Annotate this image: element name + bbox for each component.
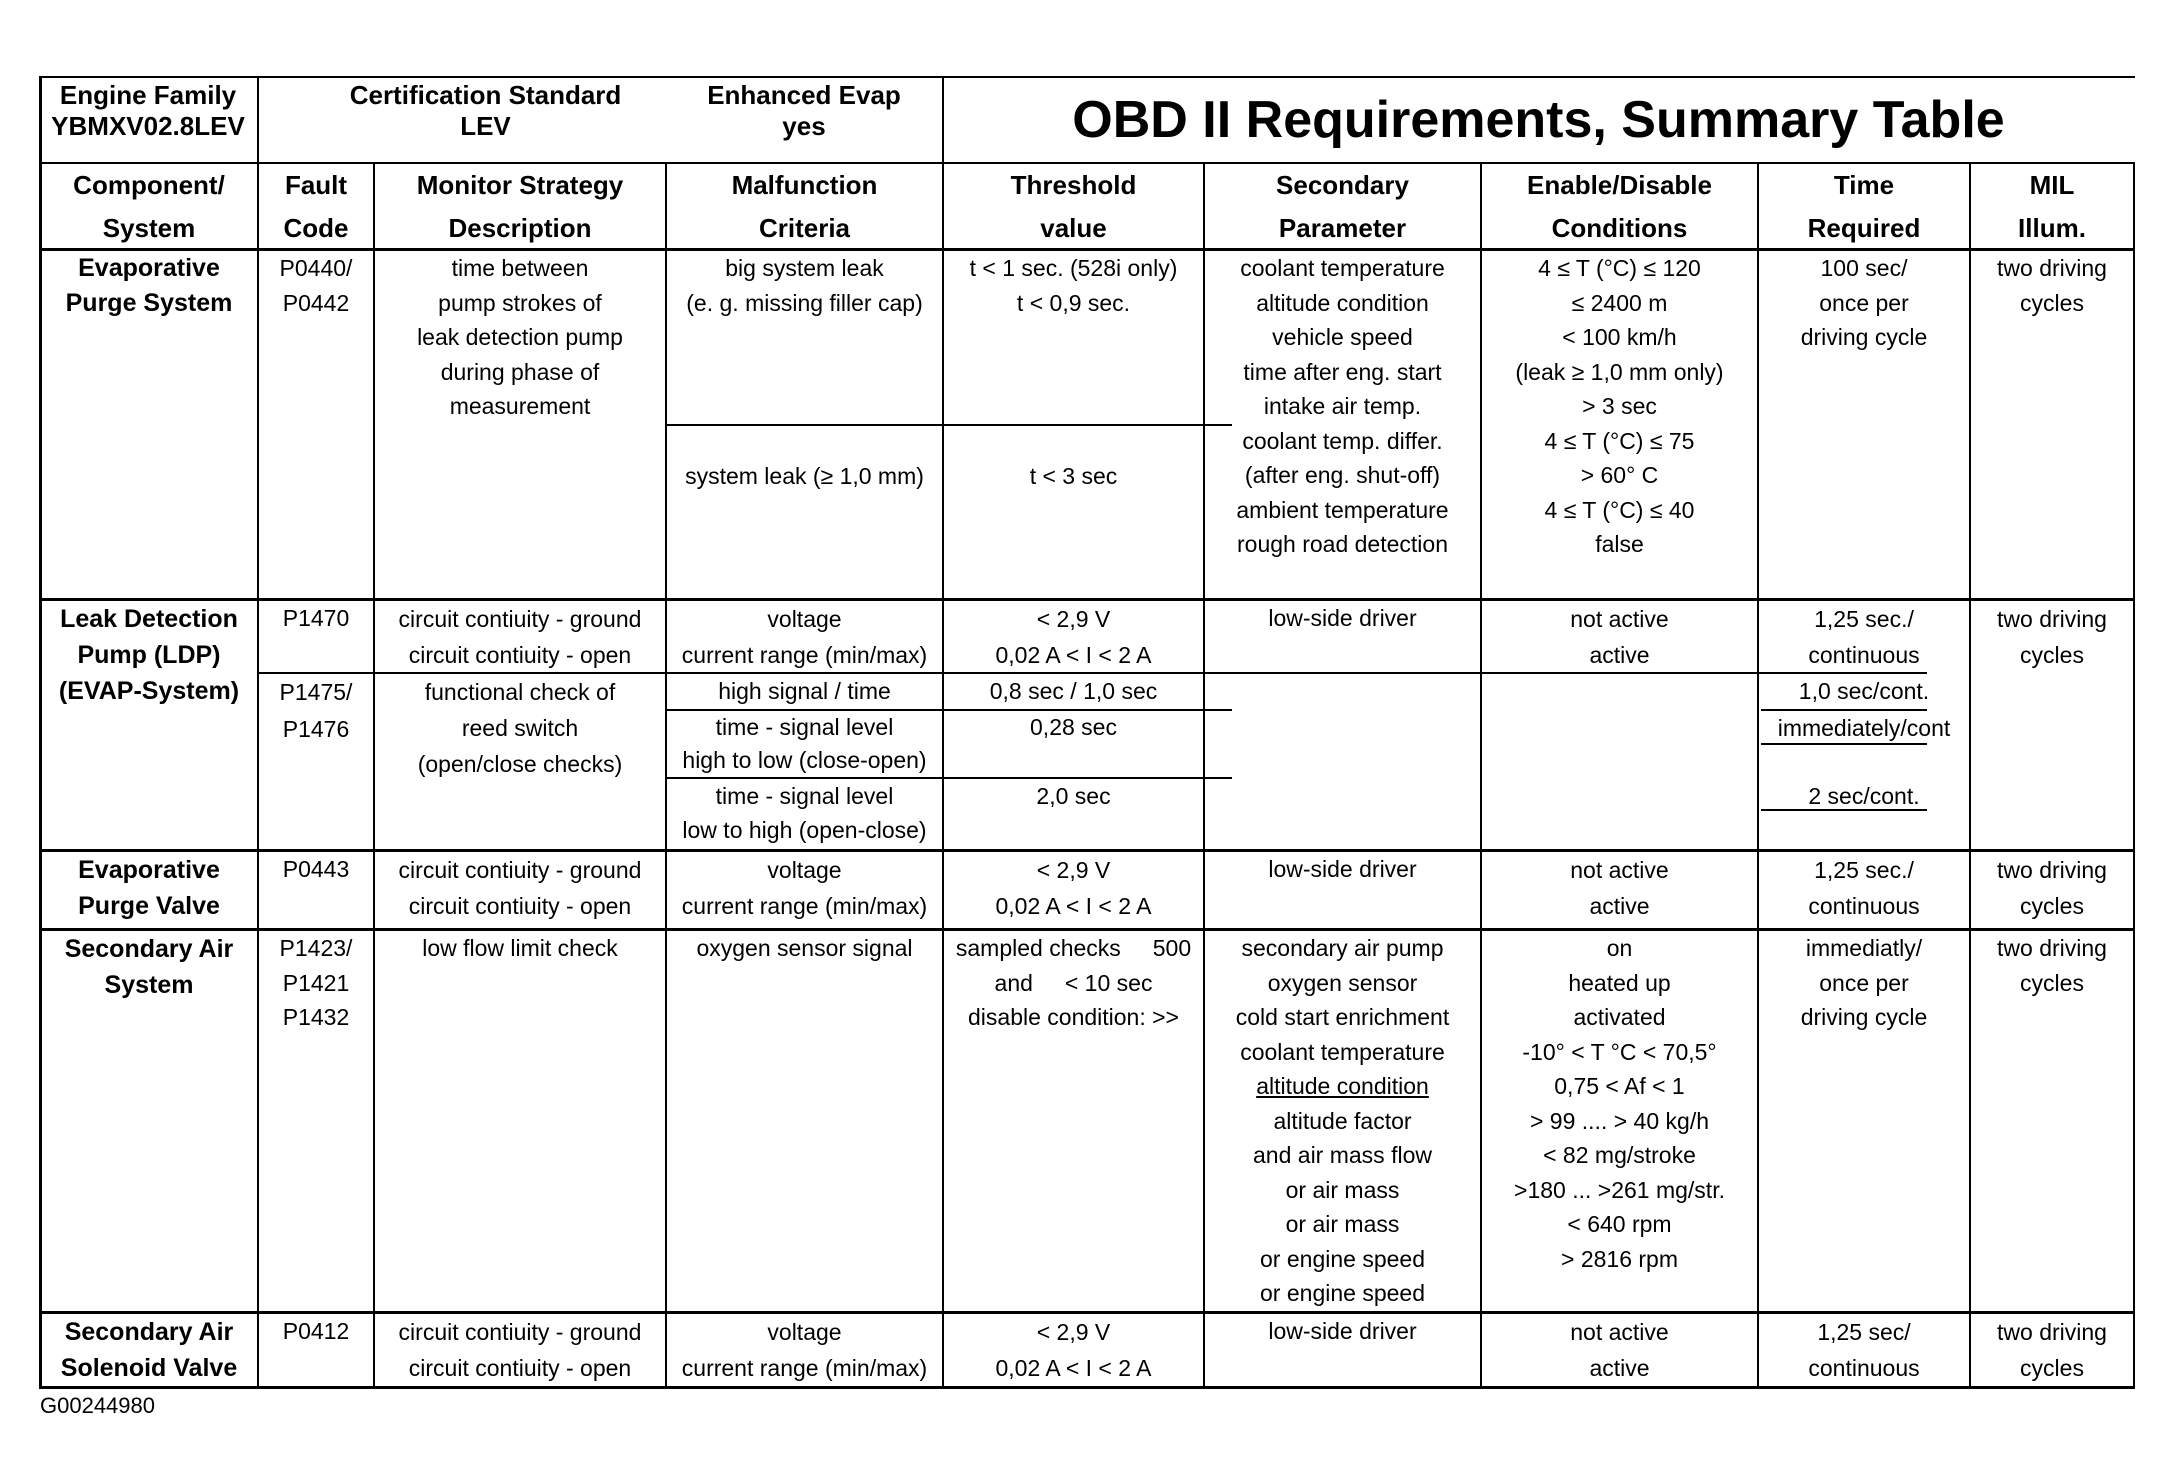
cell-line: Solenoid Valve <box>60 1354 238 1382</box>
cell-line: cycles <box>2020 642 2084 668</box>
cell-line: ambient temperature <box>1236 496 1449 523</box>
cell-line: cycles <box>2020 289 2084 316</box>
col-header-line: Component/ <box>73 170 225 200</box>
ldp-time-3 <box>1759 711 1969 745</box>
cell-line: time - signal level <box>715 783 894 809</box>
cell-line: and air mass flow <box>1253 1142 1432 1168</box>
ldp-secondary-1 <box>1205 601 1480 636</box>
cell-line: < 2,9 V <box>1036 1319 1111 1345</box>
cell-line: two driving <box>1997 255 2107 281</box>
cell-line: 100 sec/ <box>1820 255 1908 281</box>
cell-line: 0,8 sec / 1,0 sec <box>989 678 1158 704</box>
cell-line: pump strokes of <box>438 289 602 316</box>
secondary-air-enable <box>1482 931 1757 1276</box>
cell-line: system leak (≥ 1,0 mm) <box>685 463 924 489</box>
cell-line: 4 ≤ T (°C) ≤ 120 <box>1538 255 1701 281</box>
cell-line: oxygen sensor <box>1267 969 1418 996</box>
cell-line: altitude condition <box>1256 1073 1429 1099</box>
ldp-criteria-3 <box>667 711 942 777</box>
cell-line: not active <box>1570 857 1669 883</box>
col-header-line: Malfunction <box>731 170 878 200</box>
col-header-threshold <box>944 164 1203 250</box>
secondary-air-time <box>1759 931 1969 1035</box>
page-title: OBD II Requirements, Summary Table <box>1072 91 2005 149</box>
cell-line: immediately/cont <box>1777 715 1951 741</box>
cell-line: 1,25 sec./ <box>1814 857 1914 883</box>
cell-line: continuous <box>1808 1355 1920 1381</box>
secondary-air-valve-enable <box>1482 1314 1757 1386</box>
ldp-time-1 <box>1759 601 1969 673</box>
secondary-air-valve-strategy <box>375 1314 665 1386</box>
cell-line: current range (min/max) <box>681 642 928 668</box>
cell-line: continuous <box>1808 893 1920 919</box>
cell-line: circuit contiuity - ground <box>398 1319 642 1345</box>
cell-line: coolant temperature <box>1240 255 1445 281</box>
cell-line: 0,02 A < I < 2 A <box>995 642 1152 668</box>
cell-line: Leak Detection <box>60 605 238 633</box>
cell-line: low to high (open-close) <box>682 817 927 843</box>
cell-line: oxygen sensor signal <box>696 935 913 961</box>
ldp-strategy-1 <box>375 601 665 673</box>
cell-line: voltage <box>767 606 842 632</box>
evap-purge-valve-threshold <box>944 852 1203 924</box>
cell-line: on <box>1606 935 1633 961</box>
cell-line: System <box>104 971 194 999</box>
cell-line: false <box>1595 531 1644 557</box>
cell-line: time after eng. start <box>1243 358 1442 385</box>
cell-line: (leak ≥ 1,0 mm only) <box>1515 358 1724 385</box>
secondary-air-valve-time <box>1759 1314 1969 1386</box>
col-header-line: value <box>1040 213 1107 243</box>
evap-purge-valve-component <box>41 852 257 924</box>
col-header-line: Description <box>448 213 592 243</box>
enhanced-evap-cell <box>666 80 942 162</box>
cell-line: circuit contiuity - ground <box>398 857 642 883</box>
ldp-criteria-4 <box>667 779 942 847</box>
col-header-strategy <box>375 164 665 250</box>
col-header-mil <box>1971 164 2133 250</box>
engine-family-value: YBMXV02.8LEV <box>51 111 245 141</box>
rule-col8 <box>1969 162 1971 1388</box>
ldp-criteria-1 <box>667 601 942 673</box>
cell-line: P0443 <box>282 856 350 882</box>
secondary-air-strategy <box>375 931 665 966</box>
cell-line: low flow limit check <box>422 935 618 961</box>
cell-line: current range (min/max) <box>681 1355 928 1381</box>
secondary-air-fault <box>259 931 373 1035</box>
cell-line: > 99 .... > 40 kg/h <box>1529 1107 1709 1134</box>
ldp-strategy-2 <box>375 674 665 782</box>
ldp-time-2 <box>1759 674 1969 709</box>
cell-line: two driving <box>1997 1319 2107 1345</box>
certification-cell <box>259 80 712 162</box>
ldp-fault-2 <box>259 674 373 748</box>
col-header-line: Enable/Disable <box>1527 170 1712 200</box>
ldp-enable-1 <box>1482 601 1757 673</box>
rule-right <box>2133 162 2135 1388</box>
cell-line: 1,25 sec./ <box>1814 606 1914 632</box>
cell-line: 0,02 A < I < 2 A <box>995 1355 1152 1381</box>
secondary-air-valve-mil <box>1971 1314 2133 1386</box>
cell-line: driving cycle <box>1800 324 1928 350</box>
cell-line: or air mass <box>1285 1211 1400 1237</box>
col-header-line: Required <box>1807 213 1921 243</box>
certification-value: LEV <box>460 111 511 141</box>
cell-line: cycles <box>2020 893 2084 919</box>
cell-line: < 2,9 V <box>1036 857 1111 883</box>
cell-line: activated <box>1573 1004 1666 1030</box>
cell-line: two driving <box>1997 857 2107 883</box>
cell-line: 4 ≤ T (°C) ≤ 40 <box>1544 496 1695 523</box>
cell-line: < 2,9 V <box>1036 606 1111 632</box>
cell-line: not active <box>1570 606 1669 632</box>
cell-line: Secondary Air <box>64 935 234 963</box>
cell-line: Evaporative <box>78 856 220 884</box>
secondary-air-valve-fault <box>259 1314 373 1349</box>
evap-purge-valve-fault <box>259 852 373 887</box>
cell-line: -10° < T °C < 70,5° <box>1522 1038 1717 1065</box>
evap-purge-valve-mil <box>1971 852 2133 924</box>
evap-purge-system-threshold-1 <box>944 251 1203 320</box>
col-header-malfunction <box>667 164 942 250</box>
cell-line: 1,0 sec/cont. <box>1798 678 1930 704</box>
ldp-threshold-1 <box>944 601 1203 673</box>
col-header-time <box>1759 164 1969 250</box>
cell-line: 0,02 A < I < 2 A <box>995 893 1152 919</box>
cell-line: P0440/ <box>279 255 353 281</box>
enhanced-evap-value: yes <box>782 111 826 141</box>
cell-line: heated up <box>1568 969 1671 996</box>
evap-purge-valve-criteria <box>667 852 942 924</box>
col-header-fault <box>259 164 373 250</box>
secondary-air-mil <box>1971 931 2133 1000</box>
cell-line: or engine speed <box>1260 1245 1425 1272</box>
col-header-secondary <box>1205 164 1480 250</box>
cell-line: measurement <box>449 393 591 419</box>
cell-line: low-side driver <box>1268 856 1417 882</box>
cell-line: < 100 km/h <box>1562 324 1677 350</box>
ldp-criteria-2 <box>667 674 942 709</box>
cell-line: (after eng. shut-off) <box>1244 462 1441 488</box>
cell-line: two driving <box>1997 606 2107 632</box>
cell-line: 2 sec/cont. <box>1808 783 1920 809</box>
cell-line: Secondary Air <box>64 1318 234 1346</box>
cell-line: time between <box>451 255 589 281</box>
col-header-line: Fault <box>284 170 348 200</box>
cell-line: > 60° C <box>1580 462 1659 488</box>
cell-line: P1476 <box>282 716 350 742</box>
cell-line: not active <box>1570 1319 1669 1345</box>
evap-purge-valve-enable <box>1482 852 1757 924</box>
col-header-line: Criteria <box>758 213 851 243</box>
cell-line: ≤ 2400 m <box>1571 289 1668 316</box>
ldp-mil <box>1971 601 2133 673</box>
secondary-air-criteria <box>667 931 942 966</box>
certification-label: Certification Standard <box>349 80 622 110</box>
col-header-line: Parameter <box>1278 213 1407 243</box>
col-header-line: Monitor Strategy <box>416 170 624 200</box>
cell-line: cycles <box>2020 1355 2084 1381</box>
cell-line: circuit contiuity - open <box>408 642 632 668</box>
cell-line: 0,75 < Af < 1 <box>1554 1073 1685 1099</box>
evap-purge-system-fault <box>259 251 373 320</box>
cell-line: >180 ... >261 mg/str. <box>1514 1176 1725 1203</box>
cell-line: altitude condition <box>1256 289 1429 316</box>
cell-line: Purge Valve <box>78 892 220 920</box>
engine-family-label: Engine Family <box>59 80 237 110</box>
cell-line: (e. g. missing filler cap) <box>686 289 923 316</box>
cell-line: 2,0 sec <box>1036 783 1111 809</box>
cell-line: circuit contiuity - open <box>408 893 632 919</box>
ldp-component <box>41 601 257 709</box>
cell-line: t < 3 sec <box>1029 463 1118 489</box>
col-header-line: Code <box>283 213 349 243</box>
secondary-air-valve-component <box>41 1314 257 1386</box>
secondary-air-valve-threshold <box>944 1314 1203 1386</box>
enhanced-evap-label: Enhanced Evap <box>707 80 901 110</box>
cell-line: 4 ≤ T (°C) ≤ 75 <box>1544 427 1695 454</box>
cell-line: secondary air pump <box>1241 935 1444 961</box>
cell-line: altitude factor <box>1273 1107 1412 1134</box>
cell-line: current range (min/max) <box>681 893 928 919</box>
cell-line: two driving <box>1997 935 2107 961</box>
cell-line: once per <box>1819 969 1909 996</box>
cell-line: > 2816 rpm <box>1561 1245 1678 1272</box>
cell-line: P1475/ <box>279 679 353 705</box>
col-header-line: Time <box>1833 170 1895 200</box>
cell-line: continuous <box>1808 642 1920 668</box>
evap-purge-system-criteria-1 <box>667 251 942 320</box>
cell-line: rough road detection <box>1237 531 1448 557</box>
cell-line: t < 1 sec. (528i only) <box>969 255 1178 281</box>
cell-line: circuit contiuity - open <box>408 1355 632 1381</box>
cell-line: Pump (LDP) <box>77 641 221 669</box>
evap-purge-system-component <box>41 251 257 320</box>
cell-line: driving cycle <box>1800 1004 1928 1030</box>
cell-line: voltage <box>767 1319 842 1345</box>
cell-line: during phase of <box>440 358 600 385</box>
cell-line: P1421 <box>282 969 350 996</box>
cell-line: active <box>1589 1355 1650 1381</box>
cell-line: P1470 <box>282 605 350 631</box>
evap-purge-system-mil <box>1971 251 2133 320</box>
evap-purge-valve-secondary <box>1205 852 1480 887</box>
figure-id: G00244980 <box>40 1393 155 1418</box>
evap-purge-system-secondary <box>1205 251 1480 562</box>
ldp-threshold-2 <box>944 674 1203 709</box>
cell-line: coolant temperature <box>1240 1038 1445 1065</box>
cell-line: (EVAP-System) <box>58 677 240 705</box>
cell-line: P0442 <box>282 289 350 316</box>
table-title-cell <box>944 78 2133 162</box>
cell-line: intake air temp. <box>1263 393 1422 419</box>
ldp-threshold-3 <box>944 711 1203 744</box>
cell-line: coolant temp. differ. <box>1242 427 1443 454</box>
ldp-fault-1 <box>259 601 373 636</box>
obd-summary-table <box>39 76 2135 1388</box>
cell-line: active <box>1589 893 1650 919</box>
cell-line: cycles <box>2020 969 2084 996</box>
cell-line: high signal / time <box>718 678 891 704</box>
cell-line: low-side driver <box>1268 1318 1417 1344</box>
col-header-line: Conditions <box>1551 213 1688 243</box>
evap-purge-system-criteria-2 <box>667 459 942 494</box>
cell-line: t < 0,9 sec. <box>1016 289 1131 316</box>
secondary-air-valve-secondary <box>1205 1314 1480 1349</box>
cell-line: voltage <box>767 857 842 883</box>
col-header-line: Threshold <box>1010 170 1137 200</box>
col-header-line: Illum. <box>2018 213 2086 243</box>
ldp-threshold-4 <box>944 779 1203 813</box>
cell-line: or engine speed <box>1260 1280 1425 1306</box>
cell-line: reed switch <box>461 715 579 741</box>
col-header-line: Secondary <box>1276 170 1409 200</box>
col-header-line: System <box>102 213 196 243</box>
cell-line: 1,25 sec/ <box>1817 1319 1911 1345</box>
cell-line: once per <box>1819 289 1909 316</box>
evap-purge-system-time <box>1759 251 1969 355</box>
col-header-enable <box>1482 164 1757 250</box>
rule-evap-split <box>666 424 1232 426</box>
cell-line: P1423/ <box>279 935 353 961</box>
ldp-time-4 <box>1759 779 1969 813</box>
evap-purge-system-threshold-2 <box>944 459 1203 494</box>
cell-line: high to low (close-open) <box>682 747 927 773</box>
cell-line: sampled checks 500 <box>955 935 1192 961</box>
cell-line: vehicle speed <box>1272 324 1413 350</box>
cell-line: immediatly/ <box>1805 935 1923 961</box>
cell-line: Evaporative <box>78 254 220 282</box>
cell-line: 0,28 sec <box>1030 714 1117 740</box>
cell-line: < 82 mg/stroke <box>1543 1142 1696 1168</box>
secondary-air-threshold <box>944 931 1203 1035</box>
cell-line: low-side driver <box>1268 605 1417 631</box>
cell-line: functional check of <box>424 679 616 705</box>
cell-line: < 640 rpm <box>1567 1211 1672 1237</box>
cell-line: or air mass <box>1285 1176 1400 1203</box>
col-header-component <box>41 164 257 250</box>
engine-family-cell <box>39 80 257 162</box>
cell-line: > 3 sec <box>1582 393 1657 419</box>
cell-line: time - signal level <box>715 714 894 740</box>
cell-line: cold start enrichment <box>1235 1004 1450 1030</box>
secondary-air-component <box>41 931 257 1003</box>
cell-line: P1432 <box>282 1004 350 1030</box>
cell-line: circuit contiuity - ground <box>398 606 642 632</box>
cell-line: Purge System <box>65 288 233 317</box>
evap-purge-system-strategy <box>375 251 665 424</box>
cell-line: (open/close checks) <box>417 751 623 777</box>
cell-line: disable condition: >> <box>968 1004 1179 1030</box>
rule-bottom <box>39 1386 2135 1389</box>
cell-line: big system leak <box>725 255 884 281</box>
cell-line: and < 10 sec <box>994 969 1153 996</box>
evap-purge-system-enable <box>1482 251 1757 562</box>
evap-purge-valve-time <box>1759 852 1969 924</box>
evap-purge-valve-strategy <box>375 852 665 924</box>
cell-line: active <box>1589 642 1650 668</box>
cell-line: leak detection pump <box>417 324 623 350</box>
secondary-air-secondary <box>1205 931 1480 1311</box>
col-header-line: MIL <box>2029 170 2075 200</box>
secondary-air-valve-criteria <box>667 1314 942 1386</box>
cell-line: P0412 <box>282 1318 350 1344</box>
